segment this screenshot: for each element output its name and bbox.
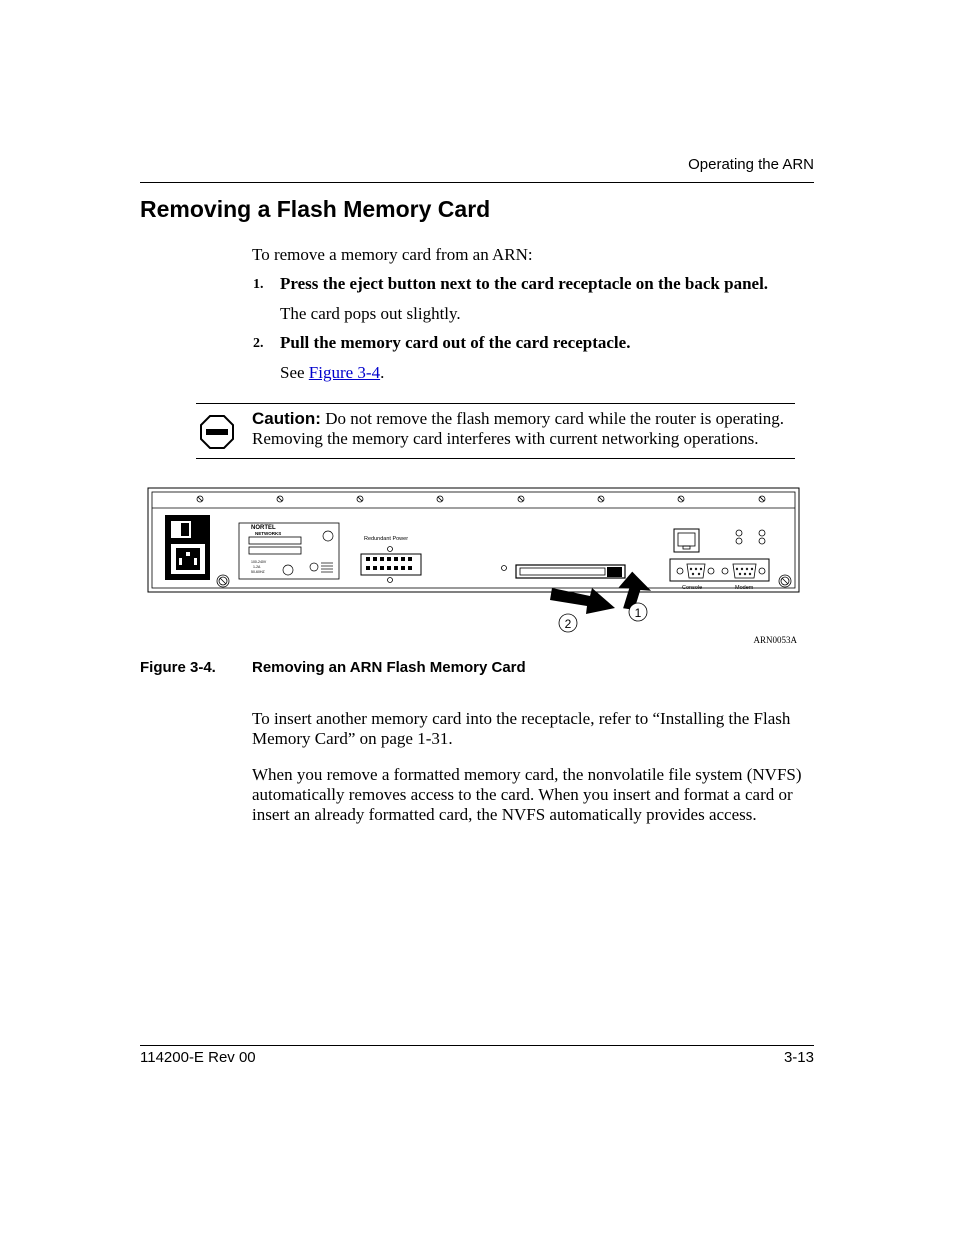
step-1-text: Press the eject button next to the card receptacle on the back panel. xyxy=(280,274,769,293)
figure-3-4-link[interactable]: Figure 3-4 xyxy=(308,363,381,382)
intro-text: To remove a memory card from an ARN: xyxy=(252,245,533,264)
status-leds xyxy=(736,530,765,544)
header-rule xyxy=(140,182,814,183)
figure-caption-title: Removing an ARN Flash Memory Card xyxy=(252,659,526,676)
insert-paragraph-line-1: To insert another memory card into the receptacle, refer to “Installing the Flash xyxy=(252,709,791,728)
arn-back-panel-figure xyxy=(140,484,814,650)
step-2-text: Pull the memory card out of the card receptacle. xyxy=(280,333,631,352)
callout-1: 1 xyxy=(634,606,642,620)
redundant-power-pins xyxy=(366,557,412,570)
section-title: Removing a Flash Memory Card xyxy=(140,196,491,222)
console-label: Console xyxy=(682,585,703,591)
modem-port xyxy=(722,564,765,578)
step-1-number: 1. xyxy=(253,277,264,292)
footer-doc-number: 114200-E Rev 00 xyxy=(140,1049,256,1066)
brand-line-2: NETWORKS xyxy=(255,531,282,536)
eject-button xyxy=(502,566,507,571)
see-suffix: . xyxy=(380,363,385,382)
console-port xyxy=(677,564,714,578)
nvfs-paragraph-line-2: automatically removes access to the card. When you insert and format a card or xyxy=(252,785,793,804)
see-prefix: See xyxy=(280,363,309,382)
certification-marks xyxy=(283,531,333,575)
modem-label: Modem xyxy=(735,585,754,591)
caution-text-1: Do not remove the flash memory card while the router is operating. xyxy=(320,409,785,428)
rating-line-2: 1-2A xyxy=(253,565,261,569)
rating-line-1: 100-240V xyxy=(251,560,267,564)
step-2-number: 2. xyxy=(253,336,264,351)
insert-paragraph-line-2: Memory Card” on page 1-31. xyxy=(252,729,453,748)
callout-2: 2 xyxy=(564,617,572,631)
rating-line-3: 50-60HZ xyxy=(251,570,265,574)
figure-id: ARN0053A xyxy=(753,635,797,645)
caution-label: Caution: xyxy=(252,409,321,428)
caution-line-1 xyxy=(252,409,784,429)
flash-memory-card xyxy=(520,568,605,575)
running-header: Operating the ARN xyxy=(688,156,814,173)
figure-caption-number: Figure 3-4. xyxy=(140,659,216,676)
redundant-power-label: Redundant Power xyxy=(364,536,409,542)
footer-rule xyxy=(140,1045,814,1046)
nvfs-paragraph-line-3: insert an already formatted card, the NVFS automatically provides access. xyxy=(252,805,757,824)
brand-line-1: NORTEL xyxy=(251,525,276,531)
step-1-result: The card pops out slightly. xyxy=(280,304,461,323)
stop-sign-icon xyxy=(200,415,234,449)
caution-line-2: Removing the memory card interferes with current networking operations. xyxy=(252,429,759,448)
footer-page-number: 3-13 xyxy=(783,1049,814,1066)
nvfs-paragraph-line-1: When you remove a formatted memory card, the nonvolatile file system (NVFS) xyxy=(252,765,802,784)
step-2-result xyxy=(280,363,384,383)
